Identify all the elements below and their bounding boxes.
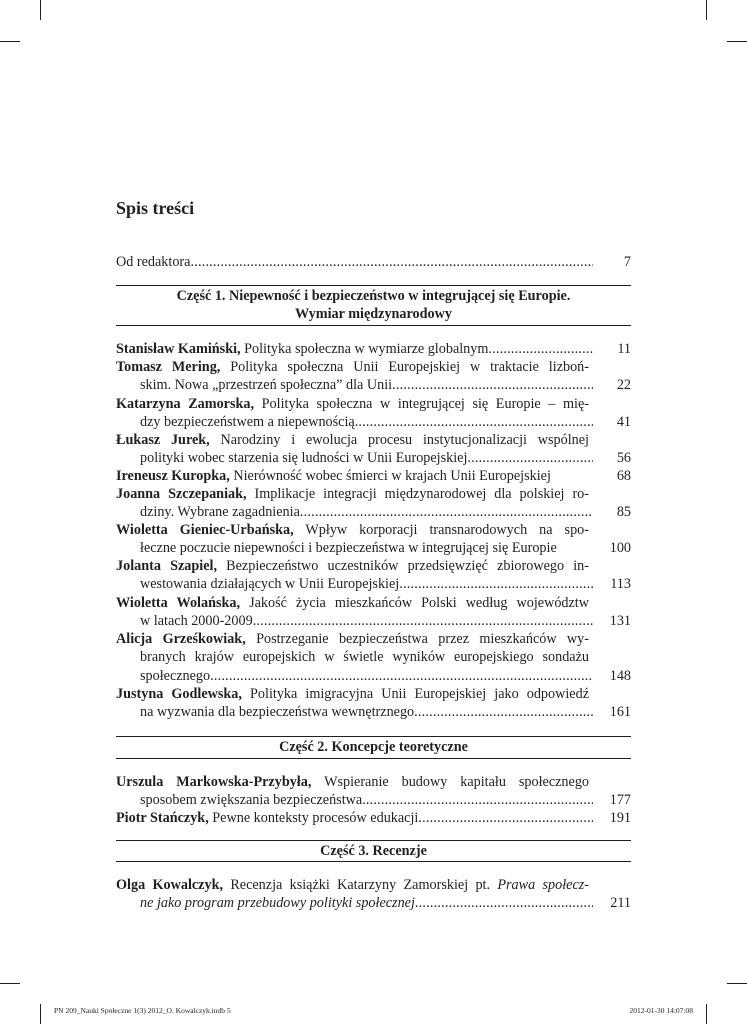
toc-entry[interactable]: Olga Kowalczyk, Recenzja książki Katarzyny Zamorskiej pt. Prawa społecz- ne jako program przebudowy polityki społecznej ..... 211 — [116, 876, 631, 913]
crop-mark — [727, 983, 747, 984]
footer-file-info: PN 209_Nauki Społeczne 1(3) 2012_O. Kowalczyk.indb 5 — [54, 1006, 231, 1015]
section-heading: Część 2. Koncepcje teoretyczne — [279, 739, 468, 755]
section-rule — [116, 758, 631, 759]
entry-text: Od redaktora — [116, 254, 191, 270]
crop-mark — [706, 0, 707, 20]
entry-page: 68 — [616, 468, 631, 484]
entry-page: 22 — [616, 377, 631, 394]
entry-author: Wioletta Gieniec-Urbańska, — [116, 522, 294, 538]
entry-author: Urszula Markowska-Przybyła, — [116, 774, 312, 790]
toc-entry[interactable]: Wioletta Wolańska, Jakość życia mieszkańców Polski według województw w latach 2000-2009 ..... 131 — [116, 594, 631, 631]
entry-page: 113 — [610, 576, 631, 593]
section-heading: Część 1. Niepewność i bezpieczeństwo w integrującej się Europie. Wymiar międzynarodowy — [176, 288, 571, 323]
entry-author: Stanisław Kamiński, — [116, 341, 241, 357]
entry-author: Alicja Grześkowiak, — [116, 631, 246, 647]
footer-timestamp: 2012-01-30 14:07:08 — [629, 1006, 693, 1015]
entry-page: 56 — [616, 450, 631, 467]
toc-entry[interactable]: Ireneusz Kuropka, Nierówność wobec śmierci w krajach Unii Europejskiej 68 — [116, 468, 631, 484]
entry-page: 85 — [616, 504, 631, 521]
crop-mark — [0, 983, 20, 984]
entry-page: 11 — [617, 341, 631, 357]
entry-page: 211 — [610, 895, 631, 912]
entry-author: Wioletta Wolańska, — [116, 595, 241, 611]
entry-author: Jolanta Szapiel, — [116, 558, 217, 574]
entry-author: Ireneusz Kuropka, — [116, 468, 230, 484]
entry-page: 161 — [609, 704, 631, 721]
crop-mark — [706, 1004, 707, 1024]
entry-page: 131 — [609, 613, 631, 630]
toc-entry[interactable]: Łukasz Jurek, Narodziny i ewolucja procesu instytucjonalizacji wspólnej polityki wobec starzenia się ludności w Unii Europejskiej ..... 56 — [116, 431, 631, 468]
toc-entry[interactable]: Alicja Grześkowiak, Postrzeganie bezpieczeństwa przez mieszkańców wy- branych krajów europejskich w świetle wyników europejskiego sondażu społecznego ..... 148 — [116, 630, 631, 685]
section-heading: Część 3. Recenzje — [320, 843, 427, 859]
entry-author: Tomasz Mering, — [116, 359, 221, 375]
entry-page: 148 — [609, 667, 631, 684]
entry-author: Katarzyna Zamorska, — [116, 396, 255, 412]
entry-author: Piotr Stańczyk, — [116, 810, 209, 826]
toc-entry[interactable]: Jolanta Szapiel, Bezpieczeństwo uczestników przedsięwzięć zbiorowego in- westowania działających w Unii Europejskiej ..... 113 — [116, 557, 631, 594]
entry-author: Joanna Szczepaniak, — [116, 486, 247, 502]
crop-mark — [727, 41, 747, 42]
crop-mark — [40, 0, 41, 20]
entry-page: 7 — [623, 254, 631, 270]
page-title: Spis treści — [116, 198, 195, 218]
toc-entry[interactable]: Tomasz Mering, Polityka społeczna Unii Europejskiej w traktacie lizboń- skim. Nowa „przestrzeń społeczna” dla Unii ..... 22 — [116, 358, 631, 395]
toc-entry[interactable]: Wioletta Gieniec-Urbańska, Wpływ korporacji transnarodowych na spo- łeczne poczucie niepewności i bezpieczeństwa w integrującej się Europie 100 — [116, 522, 631, 557]
toc-entry[interactable]: Joanna Szczepaniak, Implikacje integracji międzynarodowej dla polskiej ro- dziny. Wybrane zagadnienia ..... 85 — [116, 485, 631, 522]
toc-entry[interactable]: Piotr Stańczyk, Pewne konteksty procesów edukacji ..... 191 — [116, 809, 631, 827]
toc-entry[interactable]: Stanisław Kamiński, Polityka społeczna w wymiarze globalnym ..... 11 — [116, 340, 631, 358]
crop-mark — [0, 41, 20, 42]
entry-page: 177 — [609, 792, 631, 809]
entry-author: Łukasz Jurek, — [116, 432, 210, 448]
section-rule — [116, 325, 631, 326]
toc-entry[interactable]: Justyna Godlewska, Polityka imigracyjna Unii Europejskiej jako odpowiedź na wyzwania dla bezpieczeństwa wewnętrznego ..... 161 — [116, 685, 631, 722]
entry-page: 100 — [609, 540, 631, 557]
entry-page: 41 — [616, 414, 631, 431]
entry-page: 191 — [609, 810, 631, 826]
toc-entry[interactable]: Katarzyna Zamorska, Polityka społeczna w integrującej się Europie – mię- dzy bezpieczeństwem a niepewnością ..... 41 — [116, 395, 631, 432]
toc-entry-intro[interactable] — [116, 253, 631, 271]
entry-author: Justyna Godlewska, — [116, 686, 242, 702]
entry-author: Olga Kowalczyk, — [116, 877, 224, 893]
section-rule — [116, 861, 631, 862]
crop-mark — [40, 1004, 41, 1024]
toc-entry[interactable]: Urszula Markowska-Przybyła, Wspieranie budowy kapitału społecznego sposobem zwiększania bezpieczeństwa ..... 177 — [116, 773, 631, 810]
